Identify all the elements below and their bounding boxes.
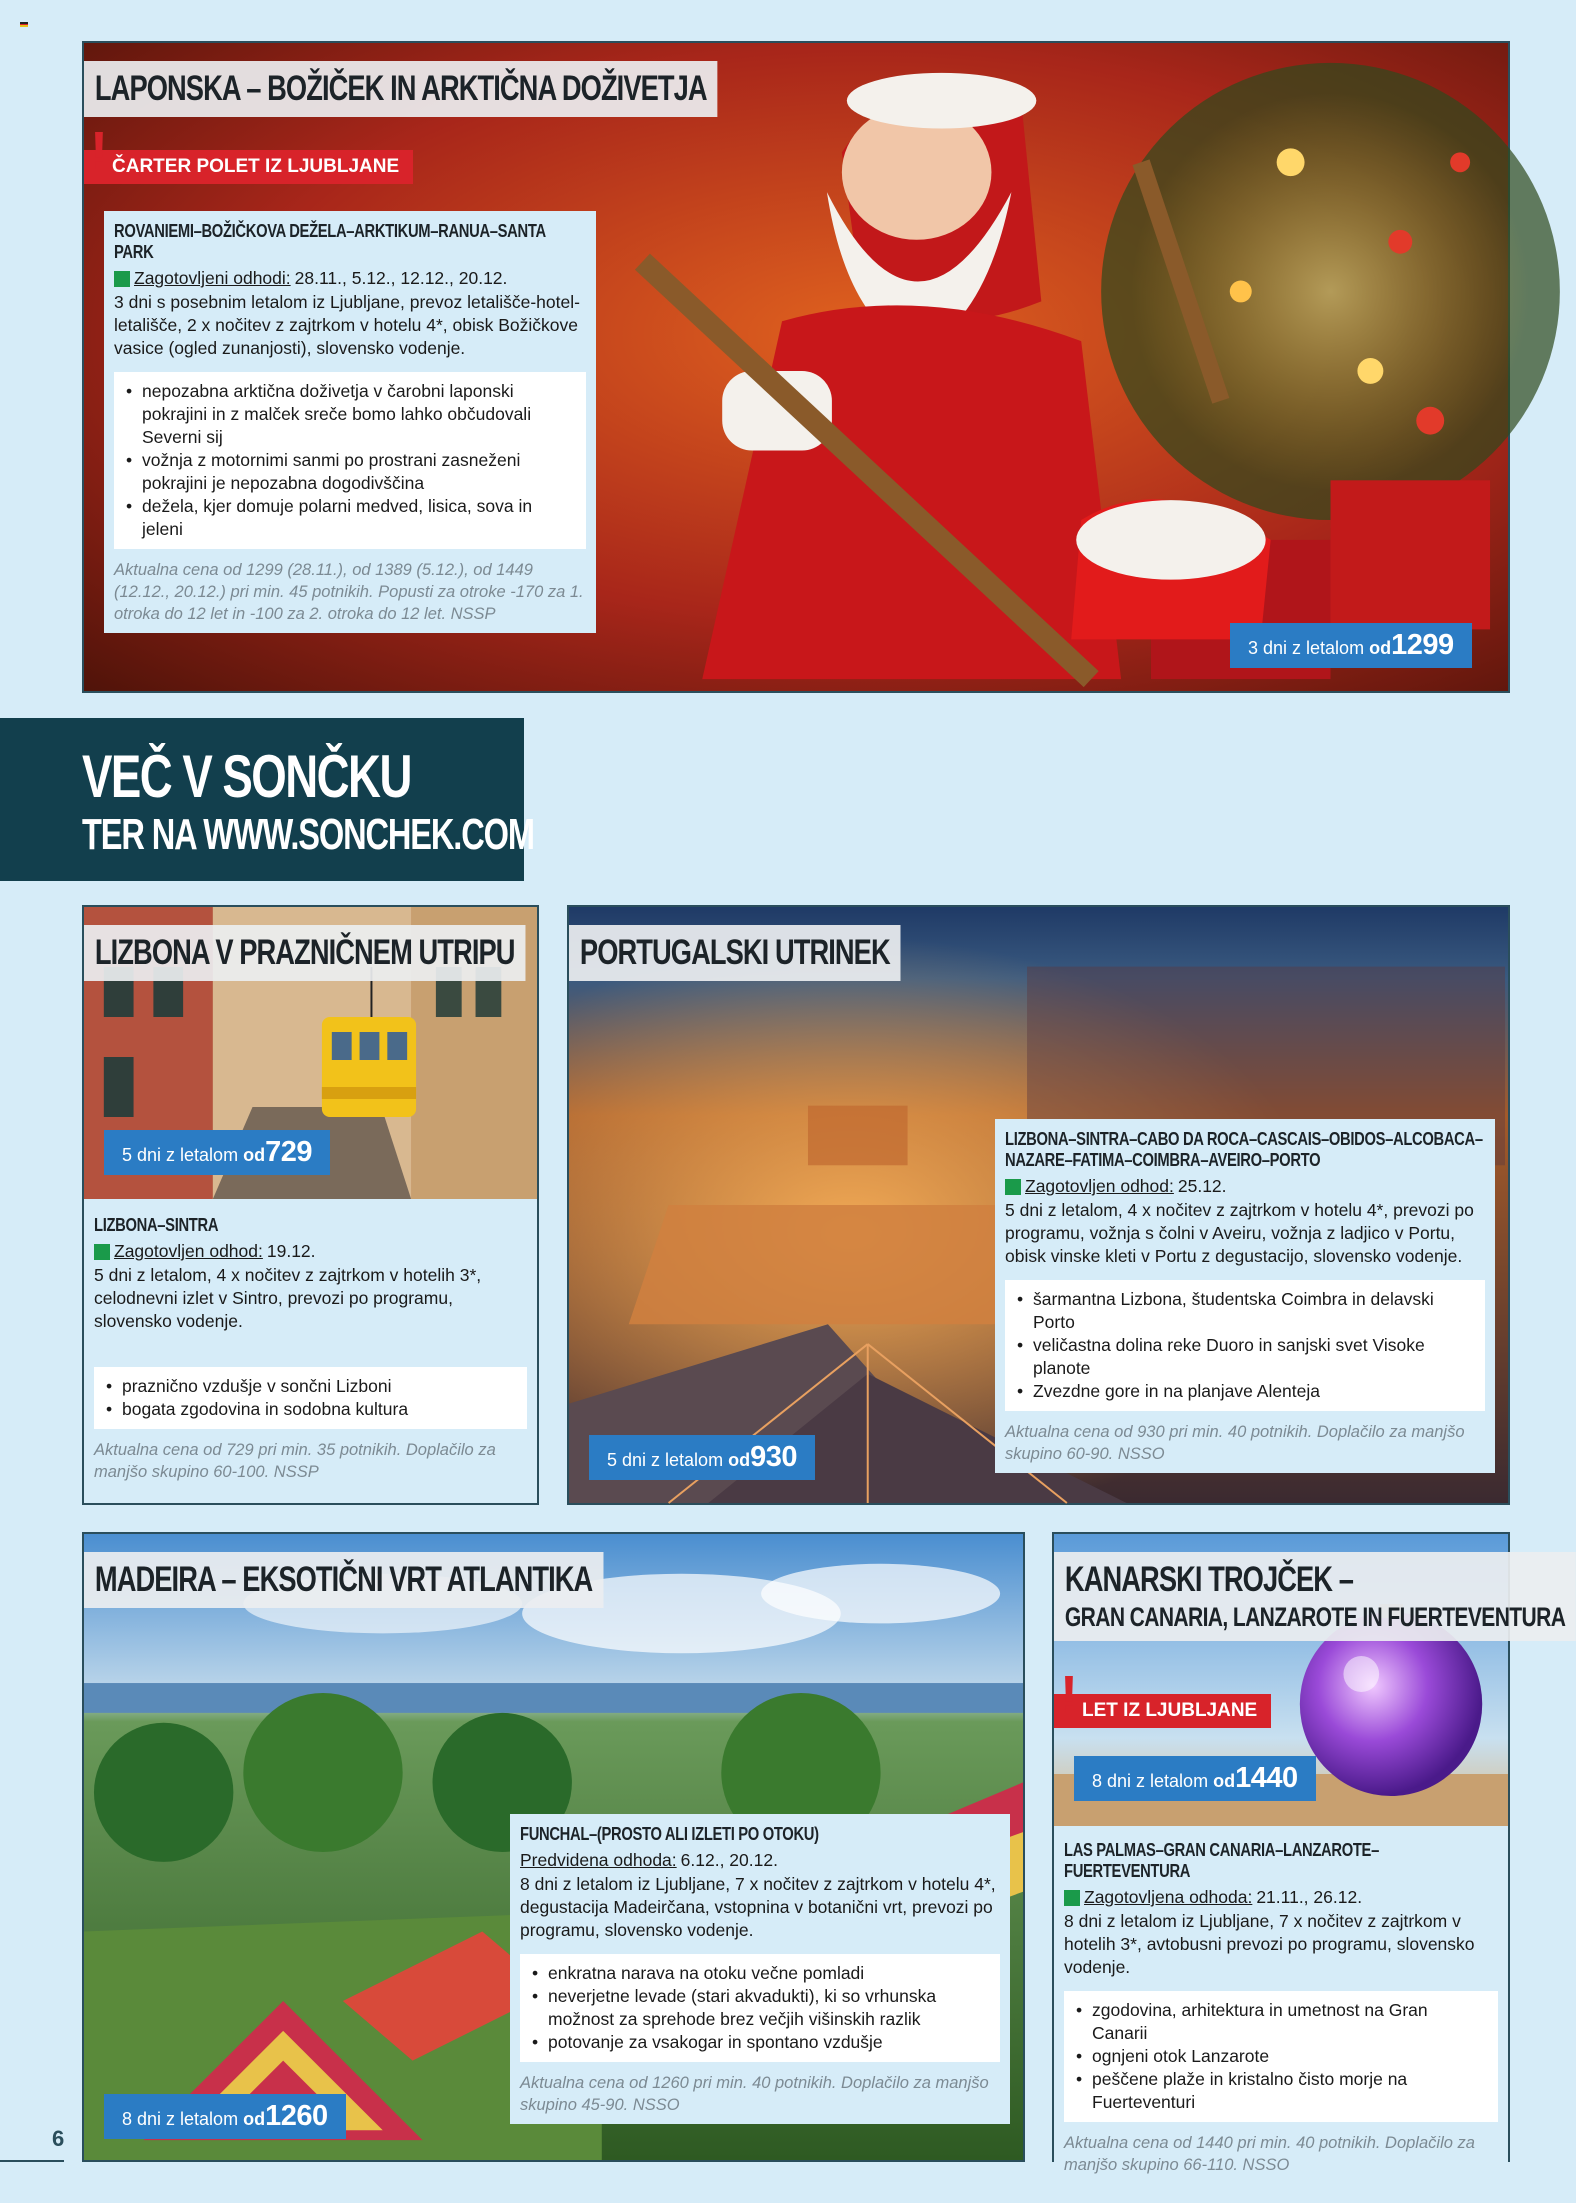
lisbon-bullets — [94, 1367, 527, 1429]
madeira-description: 8 dni z letalom iz Ljubljane, 7 x nočitev z zajtrkom v hotelu 4*, degustacija Madeirčana, vstopnina v botanični vrt, prevozi po programu, slovensko vodenje. — [520, 1874, 996, 1940]
canary-description: 8 dni z letalom iz Ljubljane, 7 x nočitev z zajtrkom v hotelih 3*, avtobusni prevozi po programu, slovensko vodenje. — [1064, 1911, 1475, 1977]
lapland-note: Aktualna cena od 1299 (28.11.), od 1389 (5.12.), od 1449 (12.12., 20.12.) pri min. 45 potnikih. Popusti za otroke -170 za 1. otroka do 12 let in -100 za 2. otroka do 12 let. NSSP — [114, 561, 584, 623]
portugal-price-tag[interactable] — [589, 1435, 815, 1480]
price-od: od — [243, 1145, 266, 1165]
lapland-departure-value: 28.11., 5.12., 12.12., 20.12. — [294, 268, 508, 288]
price-value: 930 — [750, 1441, 797, 1473]
list-item: • zgodovina, arhitektura in umetnost na Gran Canarii — [1076, 1999, 1486, 2045]
price-value: 1440 — [1235, 1762, 1298, 1794]
portugal-bullets — [1005, 1280, 1485, 1411]
list-item: • ognjeni otok Lanzarote — [1076, 2045, 1486, 2068]
price-prefix: 3 dni z letalom — [1248, 638, 1365, 658]
lapland-bullets — [114, 372, 586, 549]
canary-departure-value: 21.11., 26.12. — [1256, 1887, 1363, 1907]
portugal-title: PORTUGALSKI UTRINEK — [569, 925, 901, 981]
lapland-route: ROVANIEMI–BOŽIČKOVA DEŽELA–ARKTIKUM–RANUA–SANTA PARK — [114, 221, 546, 262]
madeira-card[interactable] — [82, 1532, 1025, 2162]
list-item: • Zvezdne gore in na planjave Alenteja — [1017, 1380, 1473, 1403]
canary-title-main: KANARSKI TROJČEK – — [1064, 1560, 1353, 1599]
lapland-title: LAPONSKA – BOŽIČEK IN ARKTIČNA DOŽIVETJA — [84, 61, 718, 117]
canary-ribbon-label: LET IZ LJUBLJANE — [1082, 1700, 1258, 1721]
lapland-departure — [114, 267, 586, 290]
canary-info — [1054, 1830, 1508, 2184]
list-item: • dežela, kjer domuje polarni medved, lisica, sova in jeleni — [126, 495, 574, 541]
banner-line1: VEČ V SONČKU — [82, 743, 411, 810]
canary-departure-label: Zagotovljena odhoda: — [1084, 1887, 1253, 1907]
madeira-departure-value: 6.12., 20.12. — [680, 1850, 778, 1870]
canary-departure — [1064, 1886, 1498, 1909]
canary-ribbon — [1054, 1665, 1271, 1728]
list-item: • bogata zgodovina in sodobna kultura — [106, 1398, 515, 1421]
lisbon-route: LIZBONA–SINTRA — [94, 1215, 219, 1235]
canary-route: LAS PALMAS–GRAN CANARIA–LANZAROTE–FUERTEVENTURA — [1064, 1840, 1379, 1881]
price-prefix: 8 dni z letalom — [122, 2109, 239, 2129]
price-prefix: 5 dni z letalom — [122, 1145, 239, 1165]
exclamation-icon: ! — [90, 121, 108, 181]
lisbon-note: Aktualna cena od 729 pri min. 35 potnikih. Doplačilo za manjšo skupino 60-100. NSSP — [94, 1441, 496, 1481]
lapland-ribbon — [84, 121, 413, 184]
banner-line2[interactable]: TER NA WWW.SONCHEK.COM — [82, 810, 534, 859]
portugal-departure — [1005, 1175, 1485, 1198]
lisbon-card[interactable] — [82, 905, 539, 1505]
list-item: • nepozabna arktična doživetja v čarobni laponski pokrajini in z malček sreče bomo lahko občudovali Severni sij — [126, 380, 574, 449]
list-item: • peščene plaže in kristalno čisto morje na Fuerteventuri — [1076, 2068, 1486, 2114]
madeira-bullets — [520, 1954, 1000, 2062]
canary-note: Aktualna cena od 1440 pri min. 40 potnikih. Doplačilo za manjšo skupino 66-110. NSSO — [1064, 2134, 1475, 2174]
list-item: • šarmantna Lizbona, študentska Coimbra in delavski Porto — [1017, 1288, 1473, 1334]
lisbon-departure-label: Zagotovljen odhod: — [114, 1241, 263, 1261]
madeira-departure — [520, 1849, 1000, 1872]
portugal-info — [995, 1119, 1495, 1473]
lapland-info — [104, 211, 596, 633]
madeira-note: Aktualna cena od 1260 pri min. 40 potnikih. Doplačilo za manjšo skupino 45-90. NSSO — [520, 2074, 989, 2114]
price-value: 729 — [265, 1136, 312, 1168]
portugal-route: LIZBONA–SINTRA–CABO DA ROCA–CASCAIS–OBIDOS–ALCOBACA–NAZARE–FATIMA–COIMBRA–AVEIRO–PORTO — [1005, 1129, 1483, 1170]
lisbon-departure — [94, 1240, 527, 1263]
canary-card[interactable] — [1052, 1532, 1566, 2174]
price-value: 1260 — [265, 2100, 328, 2132]
price-od: od — [1213, 1771, 1236, 1791]
green-square-icon — [1064, 1890, 1080, 1906]
list-item: • vožnja z motornimi sanmi po prostrani zasneženi pokrajini je nepozabna dogodivščina — [126, 449, 574, 495]
portugal-departure-value: 25.12. — [1177, 1176, 1227, 1196]
price-od: od — [243, 2109, 266, 2129]
canary-title — [1054, 1552, 1576, 1641]
lapland-price-tag[interactable] — [1230, 623, 1472, 668]
canary-subtitle: GRAN CANARIA, LANZAROTE IN FUERTEVENTURA — [1064, 1602, 1566, 1632]
canary-bullets — [1064, 1991, 1498, 2122]
madeira-title: MADEIRA – EKSOTIČNI VRT ATLANTIKA — [84, 1552, 603, 1608]
price-od: od — [1369, 638, 1392, 658]
price-od: od — [728, 1450, 751, 1470]
lisbon-price-tag[interactable] — [104, 1130, 330, 1175]
page-number: 6 — [52, 2126, 65, 2151]
lisbon-description: 5 dni z letalom, 4 x nočitev z zajtrkom v hotelih 3*, celodnevni izlet v Sintro, prevozi po programu, slovensko vodenje. — [94, 1265, 482, 1331]
flag-icon — [20, 22, 28, 27]
green-square-icon — [94, 1244, 110, 1260]
green-square-icon — [1005, 1179, 1021, 1195]
green-square-icon — [114, 271, 130, 287]
price-prefix: 8 dni z letalom — [1092, 1771, 1209, 1791]
price-value: 1299 — [1391, 629, 1454, 661]
madeira-info — [510, 1814, 1010, 2124]
portugal-card[interactable] — [567, 905, 1510, 1505]
madeira-departure-label: Predvidena odhoda: — [520, 1850, 677, 1870]
portugal-departure-label: Zagotovljen odhod: — [1025, 1176, 1174, 1196]
lapland-ribbon-label: ČARTER POLET IZ LJUBLJANE — [112, 156, 400, 177]
sonchek-banner[interactable] — [0, 718, 534, 881]
lisbon-departure-value: 19.12. — [266, 1241, 316, 1261]
canary-price-tag[interactable] — [1074, 1756, 1316, 1801]
exclamation-icon: ! — [1060, 1665, 1078, 1725]
list-item: • veličastna dolina reke Duoro in sanjski svet Visoke planote — [1017, 1334, 1473, 1380]
list-item: • enkratna narava na otoku večne pomladi — [532, 1962, 988, 1985]
list-item: • potovanje za vsakogar in spontano vzdušje — [532, 2031, 988, 2054]
portugal-description: 5 dni z letalom, 4 x nočitev z zajtrkom v hotelu 4*, prevozi po programu, vožnja s čolni v Aveiru, vožnja z ladjico v Portu, obisk vinske kleti v Portu z degustacijo, slovensko vodenje. — [1005, 1200, 1474, 1266]
madeira-price-tag[interactable] — [104, 2094, 346, 2139]
lisbon-title: LIZBONA V PRAZNIČNEM UTRIPU — [84, 925, 525, 981]
page-number-rule — [0, 2160, 64, 2162]
lapland-description: 3 dni s posebnim letalom iz Ljubljane, prevoz letališče-hotel-letališče, 2 x nočitev z zajtrkom v hotelu 4*, obisk Božičkove vasice (ogled zunanjosti), slovensko vodenje. — [114, 292, 580, 358]
list-item: • neverjetne levade (stari akvadukti), ki so vrhunska možnost za sprehode brez večjih višinskih razlik — [532, 1985, 988, 2031]
lapland-card[interactable] — [82, 41, 1510, 693]
list-item: • praznično vzdušje v sončni Lizboni — [106, 1375, 515, 1398]
portugal-note: Aktualna cena od 930 pri min. 40 potnikih. Doplačilo za manjšo skupino 60-90. NSSO — [1005, 1423, 1465, 1463]
lapland-departure-label: Zagotovljeni odhodi: — [134, 268, 291, 288]
madeira-route: FUNCHAL–(PROSTO ALI IZLETI PO OTOKU) — [520, 1824, 819, 1844]
price-prefix: 5 dni z letalom — [607, 1450, 724, 1470]
lisbon-info — [84, 1205, 537, 1491]
